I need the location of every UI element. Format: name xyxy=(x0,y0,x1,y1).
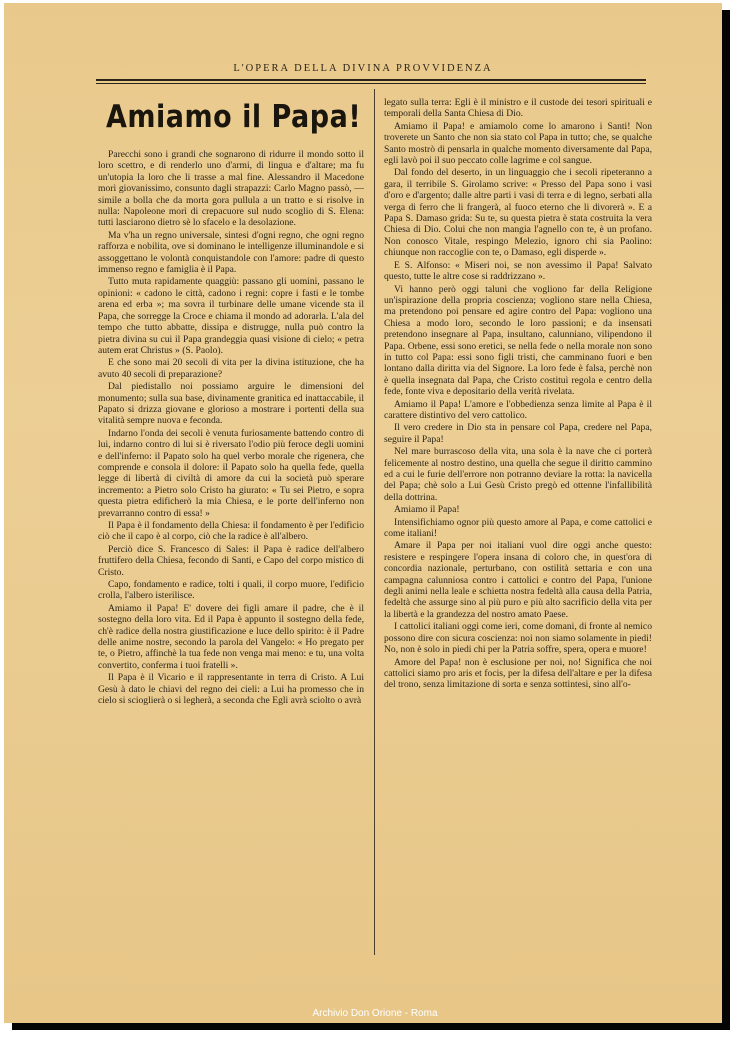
paragraph: Perciò dice S. Francesco di Sales: il Papa è radice dell'albero fruttifero della Chiesa, fecondo di Santi, e Capo del corpo mistico di Cristo. xyxy=(98,543,364,578)
newspaper-page xyxy=(4,3,722,1023)
paragraph: Il Papa è il Vicario e il rappresentante in terra di Cristo. A Lui Gesù à dato le chiavi del regno dei cieli: a Lui ha promesso che in cielo si scioglierà o si legherà, a seconda che Egli avrà sciolto o avrà xyxy=(98,672,364,707)
paragraph: Intensifichiamo ognor più questo amore al Papa, e come cattolici e come italiani! xyxy=(384,516,652,540)
header-rule-thin xyxy=(96,83,646,84)
paragraph: Dal piedistallo noi possiamo arguire le dimensioni del monumento; sulla sua base, divinamente granitica ed inattaccabile, il Papato si drizza giovane e glorioso a mostrare i portenti della sua vitalità sempre nuova e feconda. xyxy=(98,381,364,427)
paragraph: Amiamo il Papa! L'amore e l'obbedienza senza limite al Papa è il carattere distintivo del vero cattolico. xyxy=(384,398,652,421)
paragraph: Indarno l'onda dei secoli è venuta furiosamente battendo contro di lui, indarno contro di lui si è riversato l'odio più feroce degli uomini e dell'inferno: il Papato solo ha quel verbo morale che rigenera, che comprende e consola il dolore: il Papato solo ha quella fede, quella legge di libertà di civiltà di amore da cui la società può sperare incremento: a Pietro solo Cristo ha giurato: « Tu sei Pietro, e sopra questa pietra edificherò la mia Chiesa, e le porte dell'inferno non prevarranno contro di essa! » xyxy=(98,427,364,519)
paragraph: Amiamo il Papa! e amiamolo come lo amarono i Santi! Non troverete un Santo che non sia stato col Papa in tutto; che, se qualche Santo mostrò di pensarla in qualche momento diversamente dal Papa, egli lavò poi il suo peccato colle lagrime e col sangue. xyxy=(384,120,652,167)
archive-credit: Archivio Don Orione - Roma xyxy=(312,1008,438,1019)
paragraph: E S. Alfonso: « Miseri noi, se non avessimo il Papa! Salvato questo, tutte le altre cose si raddrizzano ». xyxy=(384,259,652,283)
paragraph: Il Papa è il fondamento della Chiesa: il fondamento è per l'edificio ciò che il capo è al corpo, ciò che la radice è all'albero. xyxy=(98,520,364,543)
paragraph: Amiamo il Papa! E' dovere dei figli amare il padre, che è il sostegno della loro vita. Ed il Papa è appunto il sostegno della fede, ch'è radice della nostra giustificazione e luce dello spirito: è il Padre delle anime nostre, secondo la parola del Vangelo: « Ho pregato per te, o Pietro, affinchè la tua fede non venga mai meno: e tu, una volta convertito, conferma i tuoi fratelli ». xyxy=(98,602,364,671)
header-rule xyxy=(96,79,646,81)
paragraph: E che sono mai 20 secoli di vita per la divina istituzione, che ha avuto 40 secoli di preparazione? xyxy=(98,357,364,380)
paragraph: Dal fondo del deserto, in un linguaggio che i secoli ripeteranno a gara, il terribile S. Girolamo scrive: « Presso del Papa sono i vasi d'oro e d'argento; dalle altre parti i vasi di terra e di legno, serbati alla verga di ferro che li frangerà, al fuoco eterno che li divorerà ». E a Papa S. Damaso grida: Su te, su questa pietra è stata costruita la vera Chiesa di Dio. Colui che non mangia l'agnello con te, è un profano. Non conosco Vitale, respingo Melezio, ignoro chi sia Paolino: chiunque non raccoglie con te, o Damaso, egli disperde ». xyxy=(384,167,652,259)
paragraph: Parecchi sono i grandi che sognarono di ridurre il mondo sotto il loro scettro, e di renderlo uno d'armi, di lingua e d'altare; ma fu un'utopia la loro che li trasse a mal fine. Alessandro il Macedone morì giovanissimo, consunto dagli strapazzi: Carlo Magno passò, — simile a bolla che da morta gora pullula a un tratto e si risolve in nulla: Napoleone morì di crepacuore sul nudo scoglio di S. Elena: tutti lasciarono dietro sè lo sfacelo e la desolazione. xyxy=(98,149,364,229)
paragraph: Capo, fondamento e radice, tolti i quali, il corpo muore, l'edificio crolla, l'albero isterilisce. xyxy=(98,579,364,602)
left-column xyxy=(98,93,364,708)
paragraph: Amore del Papa! non è esclusione per noi, no! Significa che noi cattolici siamo pro aris et focis, per la difesa dell'altare e per la difesa del trono, senza limitazione di sorta e senza sottintesi, sino all'o- xyxy=(384,656,652,691)
right-column xyxy=(384,97,652,692)
masthead: L'OPERA DELLA DIVINA PROVVIDENZA xyxy=(233,63,493,74)
paragraph: Nel mare burrascoso della vita, una sola è la nave che ci porterà felicemente al nostro destino, una quella che segue il diritto cammino ed a cui le furie dell'errore non potranno deviare la rotta: la navicella del Papa; chè solo a Lui Gesù Cristo pregò ed ottenne l'infallibilità della dottrina. xyxy=(384,446,652,503)
column-divider xyxy=(374,89,375,955)
article-title: Amiamo il Papa! xyxy=(106,99,362,136)
paragraph: Il vero credere in Dio sta in pensare col Papa, credere nel Papa, seguire il Papa! xyxy=(384,422,652,445)
paragraph: Vi hanno però oggi taluni che vogliono far della Religione un'ispirazione della propria coscienza; vogliono stare nella Chiesa, ma pretendono poi pensare ed agire contro del Papa: vogliono una Chiesa a modo loro, secondo le loro passioni; e da insensati pretendono insegnare al Papa, insultano, calunniano, vilipendono il Papa. Orbene, essi sono eretici, se nella fede o nella morale non sono in tutto col Papa: essi sono figli tristi, che camminano fuori e ben lontano dalla diritta via del Signore. La loro fede è falsa, perchè non è quella insegnata dal Papa, che Cristo costituì regola e centro della fede, fonte viva e depositario della verità rivelata. xyxy=(384,283,652,398)
paragraph: I cattolici italiani oggi come ieri, come domani, di fronte al nemico possono dire con sicura coscienza: noi non siamo solamente in piedi! No, non è solo in piedi chi per la Patria soffre, spera, opera e muore! xyxy=(384,621,652,656)
paragraph: Ma v'ha un regno universale, sintesi d'ogni regno, che ogni regno rafforza e nobilita, ove si dominano le intelligenze illuminandole e si assoggettano le volontà conquistandole con l'amore: padre di questo immenso regno e famiglia è il Papa. xyxy=(98,229,364,276)
paragraph: legato sulla terra: Egli è il ministro e il custode dei tesori spirituali e temporali della Santa Chiesa di Dio. xyxy=(384,97,652,120)
paragraph: Tutto muta rapidamente quaggiù: passano gli uomini, passano le opinioni: « cadono le città, cadono i regni: copre i fasti e le tombe arena ed erba »; ma sovra il turbinare delle umane vicende sta il Papa, che sorregge la Croce e chiama il mondo ad adorarla. L'ala del tempo che tutto abbatte, dissipa e distrugge, nulla può contro la pietra divina su cui il Papa grandeggia quasi visione di cielo; « petra autem erat Christus » (S. Paolo). xyxy=(98,276,364,356)
paragraph: Amare il Papa per noi italiani vuol dire oggi anche questo: resistere e respingere l'opera insana di coloro che, in quest'ora di concordia nazionale, perturbano, con ostilità settaria e con una campagna calunniosa contro i cattolici e contro del Papa, l'unione degli animi nella leale e schietta nostra fedeltà alla causa della Patria, fedeltà che assurge sino al più puro e più alto sacrificio della vita per la libertà e la grandezza del nostro amato Paese. xyxy=(384,540,652,620)
paragraph: Amiamo il Papa! xyxy=(394,504,460,516)
